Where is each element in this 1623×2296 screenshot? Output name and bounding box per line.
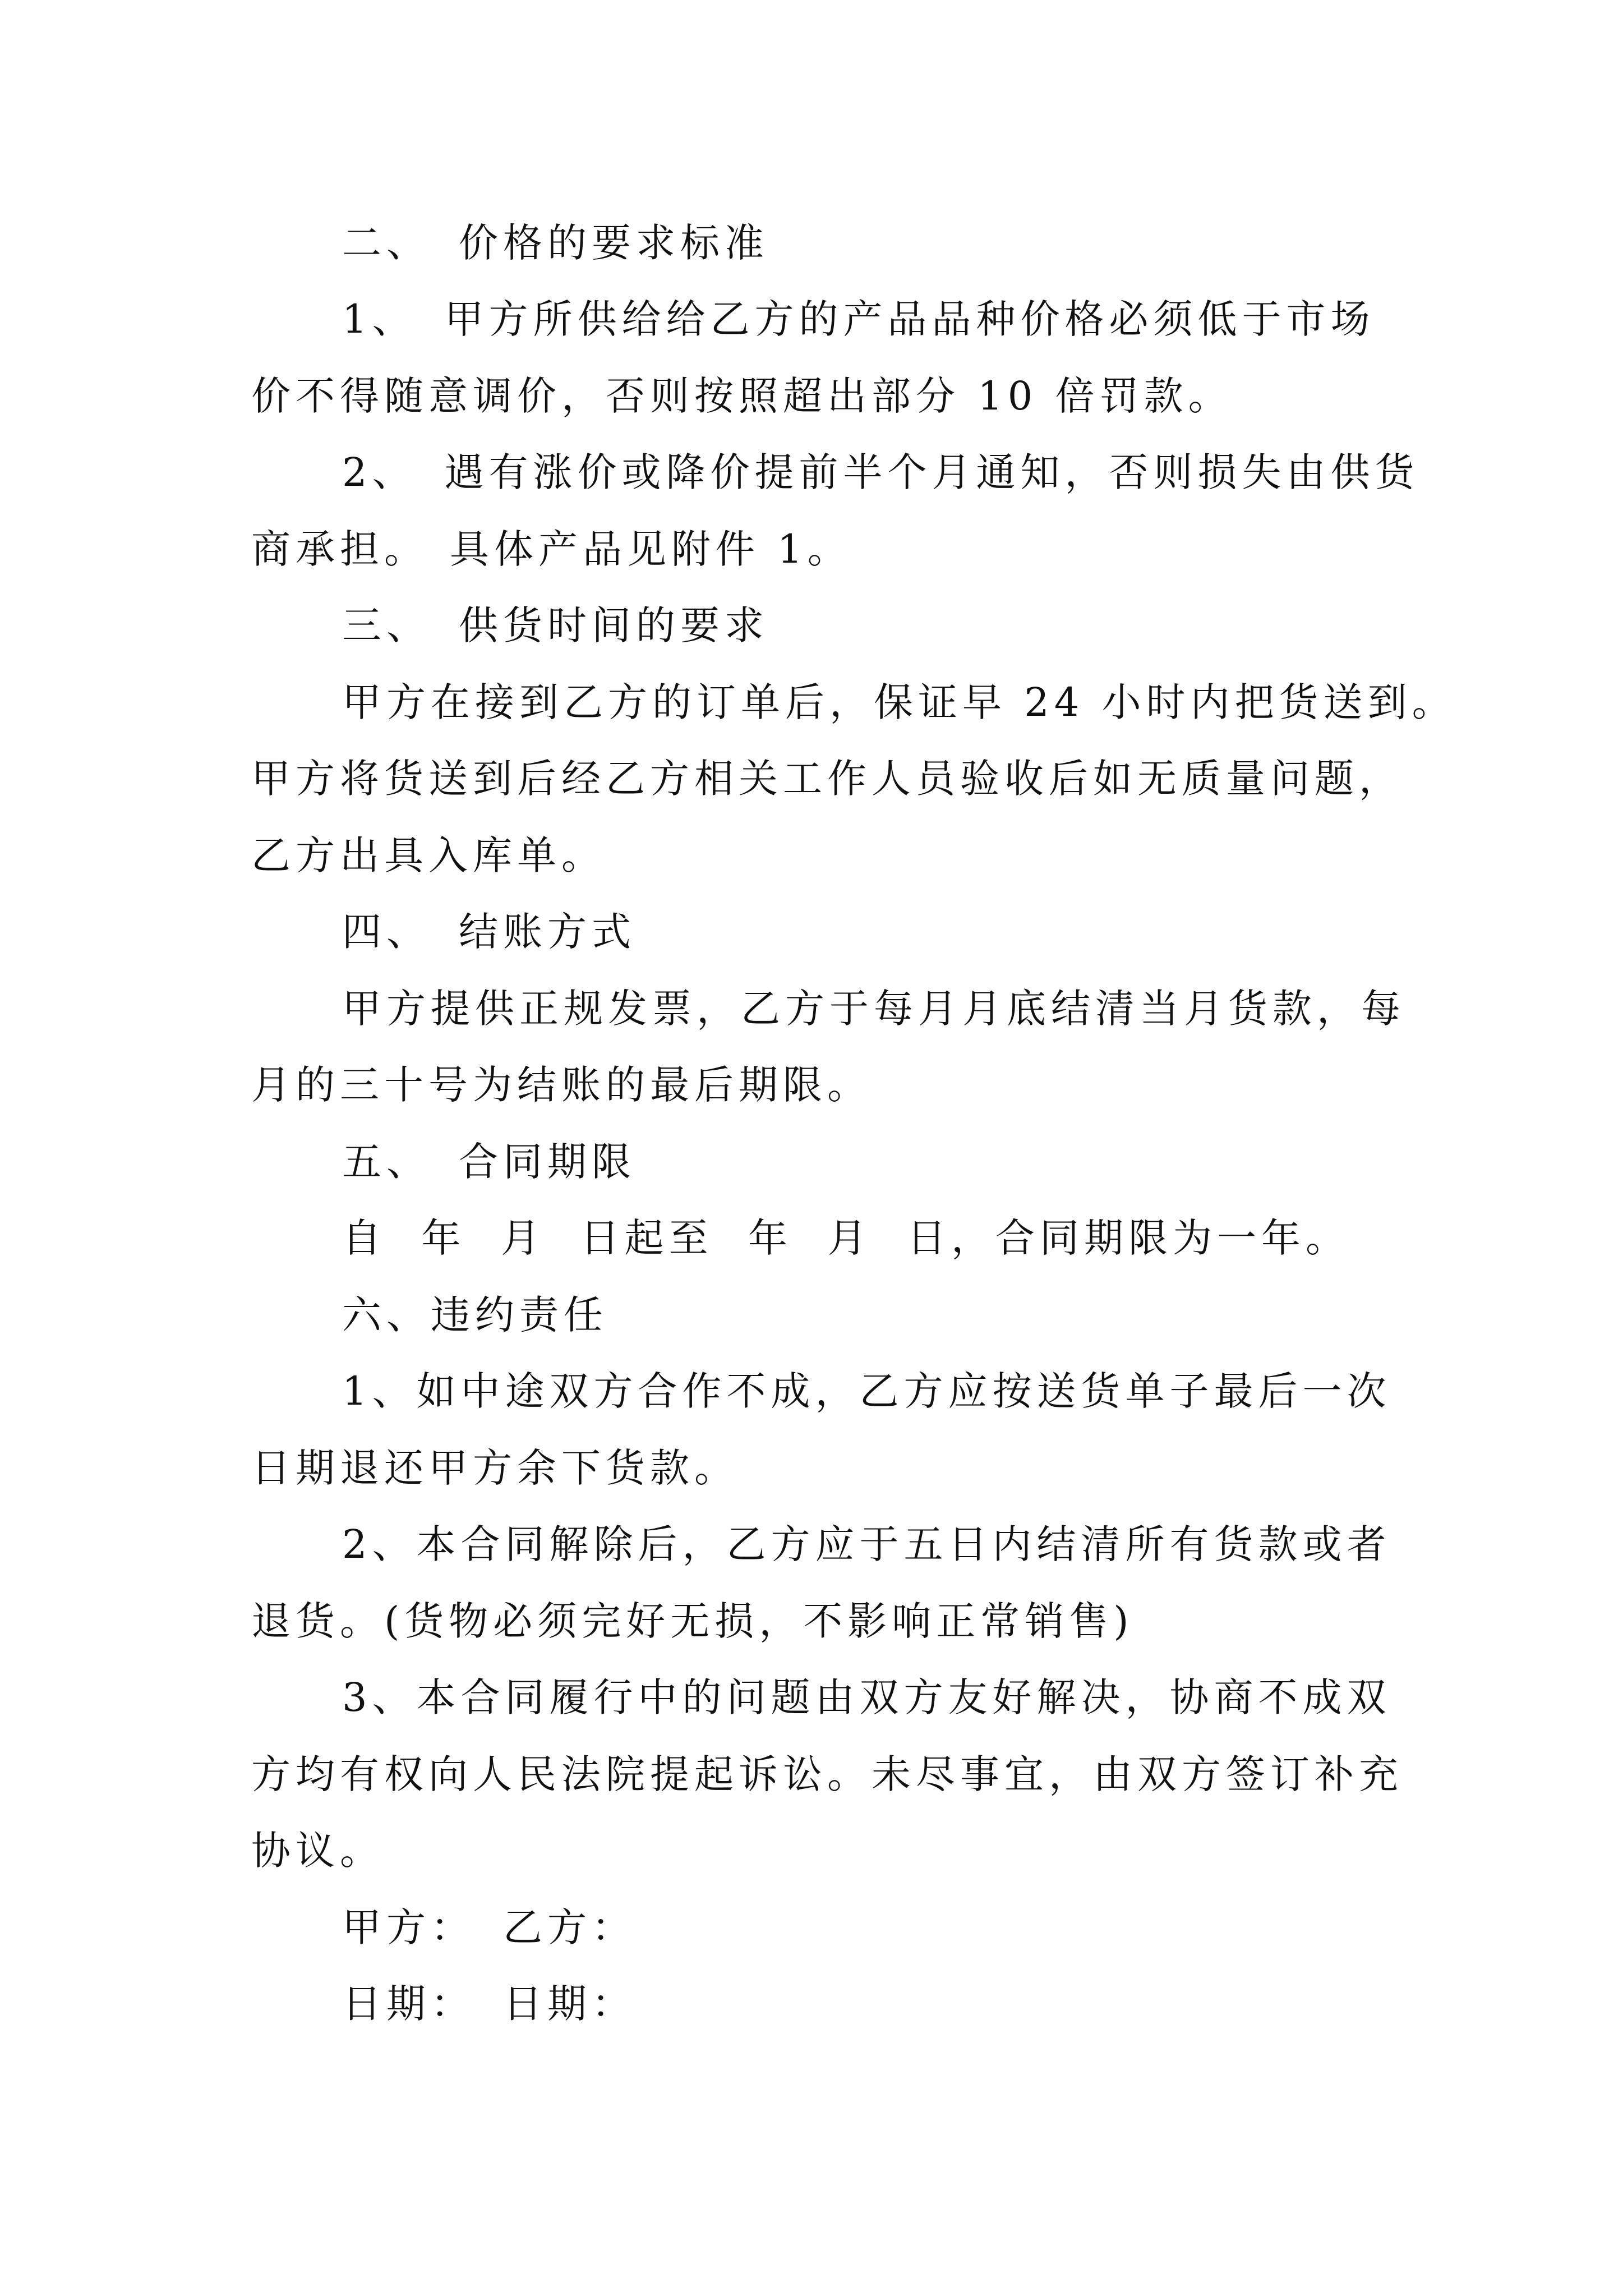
section-heading-settlement	[0, 901, 1623, 963]
paragraph-line	[0, 441, 1623, 503]
section-heading-term	[0, 1131, 1623, 1193]
heading-number: 三、	[342, 602, 431, 648]
paragraph-line: 自 年 月 日起至 年 月 日，合同期限为一年。	[342, 1215, 1350, 1261]
heading-number: 五、	[342, 1139, 431, 1185]
section-heading-price	[0, 212, 1623, 274]
item-text: 甲方所供给给乙方的产品品种价格必须低于市场	[444, 296, 1375, 342]
paragraph-line: 协议。	[251, 1828, 384, 1874]
paragraph-line: 日期退还甲方余下货款。	[251, 1445, 739, 1491]
heading-text: 合同期限	[459, 1139, 636, 1185]
date-b-label: 日期：	[503, 1981, 636, 2027]
party-b-label: 乙方：	[503, 1904, 636, 1950]
item-number: 1、	[342, 296, 417, 342]
item-text: 遇有涨价或降价提前半个月通知，否则损失由供货	[444, 449, 1419, 495]
paragraph-line: 甲方在接到乙方的订单后，保证早 24 小时内把货送到。	[342, 679, 1456, 725]
party-a-label: 甲方：	[342, 1904, 475, 1950]
heading-number: 二、	[342, 220, 431, 266]
paragraph-line: 乙方出具入库单。	[251, 832, 606, 878]
heading-number: 四、	[342, 909, 431, 955]
date-a-label: 日期：	[342, 1981, 475, 2027]
section-heading-delivery	[0, 595, 1623, 656]
paragraph-line: 3、本合同履行中的问题由双方友好解决，协商不成双	[342, 1674, 1391, 1720]
section-heading-breach: 六、违约责任	[342, 1292, 608, 1338]
signature-party-row	[0, 1897, 1623, 1958]
paragraph-line: 退货。(货物必须完好无损，不影响正常销售)	[251, 1598, 1134, 1644]
item-text: 商承担。	[251, 526, 428, 572]
heading-text: 结账方式	[459, 909, 636, 955]
item-text: 具体产品见附件 1。	[450, 526, 852, 572]
item-number: 2、	[342, 449, 417, 495]
signature-date-row	[0, 1973, 1623, 2035]
paragraph-line: 2、本合同解除后，乙方应于五日内结清所有货款或者	[342, 1521, 1391, 1567]
paragraph-line: 甲方将货送到后经乙方相关工作人员验收后如无质量问题，	[251, 756, 1403, 802]
paragraph-line: 方均有权向人民法院提起诉讼。未尽事宜，由双方签订补充	[251, 1751, 1403, 1797]
heading-text: 价格的要求标准	[459, 220, 769, 266]
paragraph-line: 月的三十号为结账的最后期限。	[251, 1062, 872, 1108]
paragraph-line: 甲方提供正规发票，乙方于每月月底结清当月货款，每	[342, 986, 1405, 1032]
paragraph-line	[0, 288, 1623, 350]
paragraph-line: 价不得随意调价，否则按照超出部分 10 倍罚款。	[251, 373, 1233, 419]
heading-text: 供货时间的要求	[459, 602, 769, 648]
paragraph-line	[0, 518, 1623, 580]
paragraph-line: 1、如中途双方合作不成，乙方应按送货单子最后一次	[342, 1368, 1391, 1414]
